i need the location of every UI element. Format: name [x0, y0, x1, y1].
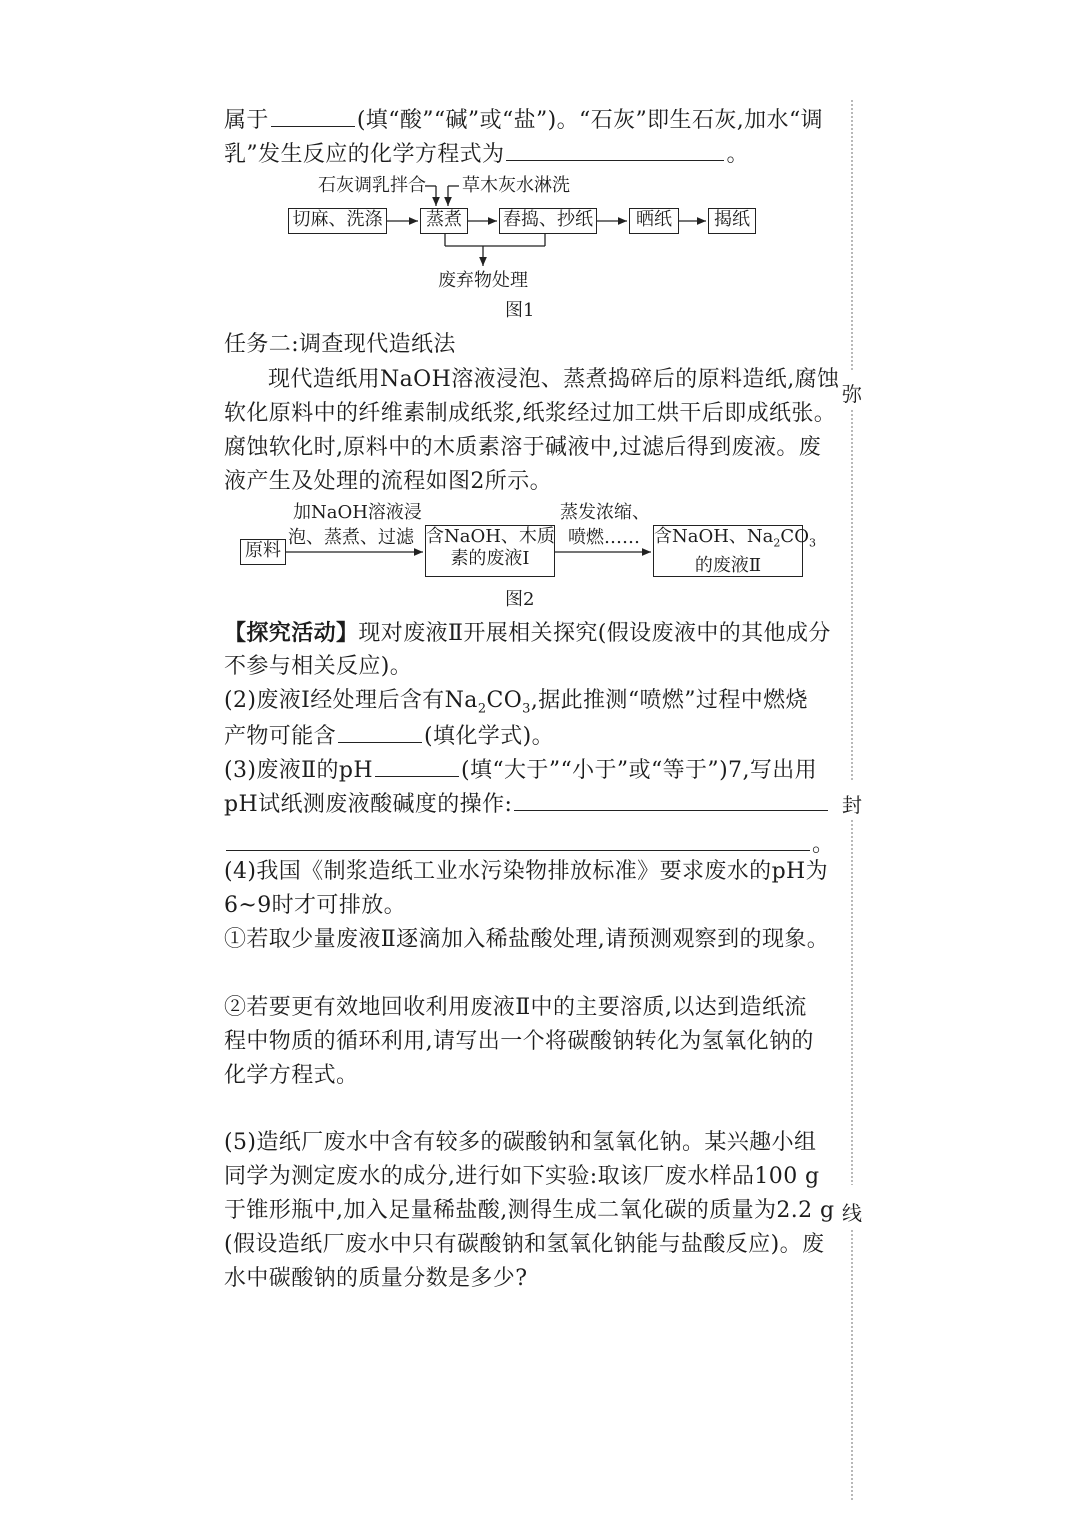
- q3-line-3: [224, 828, 834, 860]
- answer-blank[interactable]: [375, 754, 459, 777]
- fig2-liquid2-text: CO: [780, 526, 809, 547]
- q5-line-4: (假设造纸厂废水中只有碳酸钠和氢氧化钠能与盐酸反应)。废: [224, 1232, 825, 1257]
- q3-line-1: [224, 754, 817, 786]
- q2-line-2: [224, 720, 554, 752]
- q2-text: (2)废液Ⅰ经处理后含有Na: [224, 688, 478, 713]
- fig2-arrow2-line2: 喷燃……: [568, 527, 640, 548]
- subscript: 2: [477, 701, 487, 717]
- answer-blank[interactable]: [226, 828, 810, 851]
- fig2-liquid2-text: 含NaOH、Na: [654, 526, 774, 547]
- fig2-liquid2-line2: 的废液Ⅱ: [694, 554, 762, 576]
- q1-line-1: [224, 104, 823, 136]
- q3-text: (3)废液Ⅱ的pH: [224, 758, 373, 783]
- fig2-liquid1-line2: 素的废液Ⅰ: [450, 548, 530, 569]
- fig1-waste: 废弃物处理: [438, 270, 528, 291]
- q2-text: ,据此推测“喷燃”过程中燃烧: [530, 688, 808, 713]
- fig1-step-cut-wash: 切麻、洗涤: [288, 208, 387, 234]
- answer-blank[interactable]: [506, 138, 724, 161]
- q4-line-2: 6~9时才可排放。: [224, 893, 407, 918]
- answer-blank[interactable]: [271, 104, 355, 127]
- answer-blank[interactable]: [338, 720, 422, 743]
- subscript: 3: [522, 701, 531, 717]
- fig1-label-ash: 草木灰水淋洗: [462, 175, 570, 196]
- q5-line-3: 于锥形瓶中,加入足量稀盐酸,测得生成二氧化碳的质量为2.2 g: [224, 1198, 835, 1223]
- q4-sub-1: ①若取少量废液Ⅱ逐滴加入稀盐酸处理,请预测观察到的现象。: [224, 927, 830, 952]
- activity-tag: 【探究活动】: [224, 620, 359, 646]
- fig2-liquid1-line1: 含NaOH、木质: [426, 526, 555, 547]
- activity-line-1: [224, 618, 831, 649]
- q3-line-2: [224, 788, 830, 820]
- fig1-step-pound: 舂捣、抄纸: [499, 208, 597, 234]
- task2-para-3: 腐蚀软化时,原料中的木质素溶于碱液中,过滤后得到废液。废: [224, 435, 822, 460]
- task2-para-2: 软化原料中的纤维素制成纸浆,纸浆经过加工烘干后即成纸张。: [224, 401, 837, 426]
- q4-line-1: (4)我国《制浆造纸工业水污染物排放标准》要求废水的pH为: [224, 859, 829, 884]
- q3-text: pH试纸测废液酸碱度的操作:: [224, 792, 513, 817]
- fig2-liquid-2: [653, 525, 816, 577]
- q2-text: (填化学式)。: [424, 724, 554, 749]
- margin-char-xian: 线: [842, 1201, 862, 1225]
- q2-text: 产物可能含: [224, 724, 337, 749]
- activity-line-2: 不参与相关反应)。: [224, 654, 413, 679]
- fig2-raw: 原料: [240, 539, 286, 565]
- q4-sub-2-line-1: ②若要更有效地回收利用废液Ⅱ中的主要溶质,以达到造纸流: [224, 995, 807, 1020]
- q1-text: 。: [726, 142, 749, 167]
- q1-text: 属于: [224, 108, 269, 133]
- fig2-arrow1-line2: 泡、蒸煮、过滤: [288, 527, 414, 548]
- subscript: 3: [808, 536, 816, 550]
- task2-para-1: 现代造纸用NaOH溶液浸泡、蒸煮捣碎后的原料造纸,腐蚀: [268, 367, 840, 392]
- q3-text: 。: [812, 832, 835, 857]
- task2-title: 任务二:调查现代造纸法: [224, 332, 456, 357]
- fig2-liquid2-line1: [654, 526, 816, 555]
- fig2-arrow1-line1: 加NaOH溶液浸: [293, 502, 422, 523]
- q1-text: (填“酸”“碱”或“盐”)。“石灰”即生石灰,加水“调: [356, 108, 823, 133]
- fig2-arrow2-line1: 蒸发浓缩、: [560, 502, 650, 523]
- q1-text: 乳”发生反应的化学方程式为: [224, 142, 505, 167]
- task2-para-4: 液产生及处理的流程如图2所示。: [224, 469, 552, 494]
- fig1-caption: 图1: [505, 300, 535, 321]
- q1-line-2: [224, 138, 749, 170]
- fig2-liquid-1: [425, 525, 555, 577]
- q4-sub-2-line-3: 化学方程式。: [224, 1063, 359, 1088]
- fig1-step-peel: 揭纸: [708, 208, 756, 234]
- q5-line-1: (5)造纸厂废水中含有较多的碳酸钠和氢氧化钠。某兴趣小组: [224, 1130, 817, 1155]
- answer-blank[interactable]: [514, 788, 828, 811]
- margin-char-feng: 封: [842, 793, 862, 817]
- q2-line-1: [224, 686, 808, 724]
- q2-text: CO: [486, 688, 523, 713]
- margin-char-mi: 弥: [842, 382, 862, 406]
- fig1-label-lime: 石灰调乳拌合: [318, 175, 426, 196]
- q3-text: (填“大于”“小于”或“等于”)7,写出用: [461, 758, 818, 783]
- fig1-step-dry: 晒纸: [629, 208, 679, 234]
- subscript: 2: [773, 536, 781, 550]
- fig1-step-steam: 蒸煮: [420, 208, 468, 234]
- q4-sub-2-line-2: 程中物质的循环利用,请写出一个将碳酸钠转化为氢氧化钠的: [224, 1029, 814, 1054]
- activity-text: 现对废液Ⅱ开展相关探究(假设废液中的其他成分: [358, 621, 831, 646]
- fig2-caption: 图2: [505, 589, 535, 610]
- q5-line-5: 水中碳酸钠的质量分数是多少?: [224, 1266, 528, 1291]
- q5-line-2: 同学为测定废水的成分,进行如下实验:取该厂废水样品100 g: [224, 1164, 820, 1189]
